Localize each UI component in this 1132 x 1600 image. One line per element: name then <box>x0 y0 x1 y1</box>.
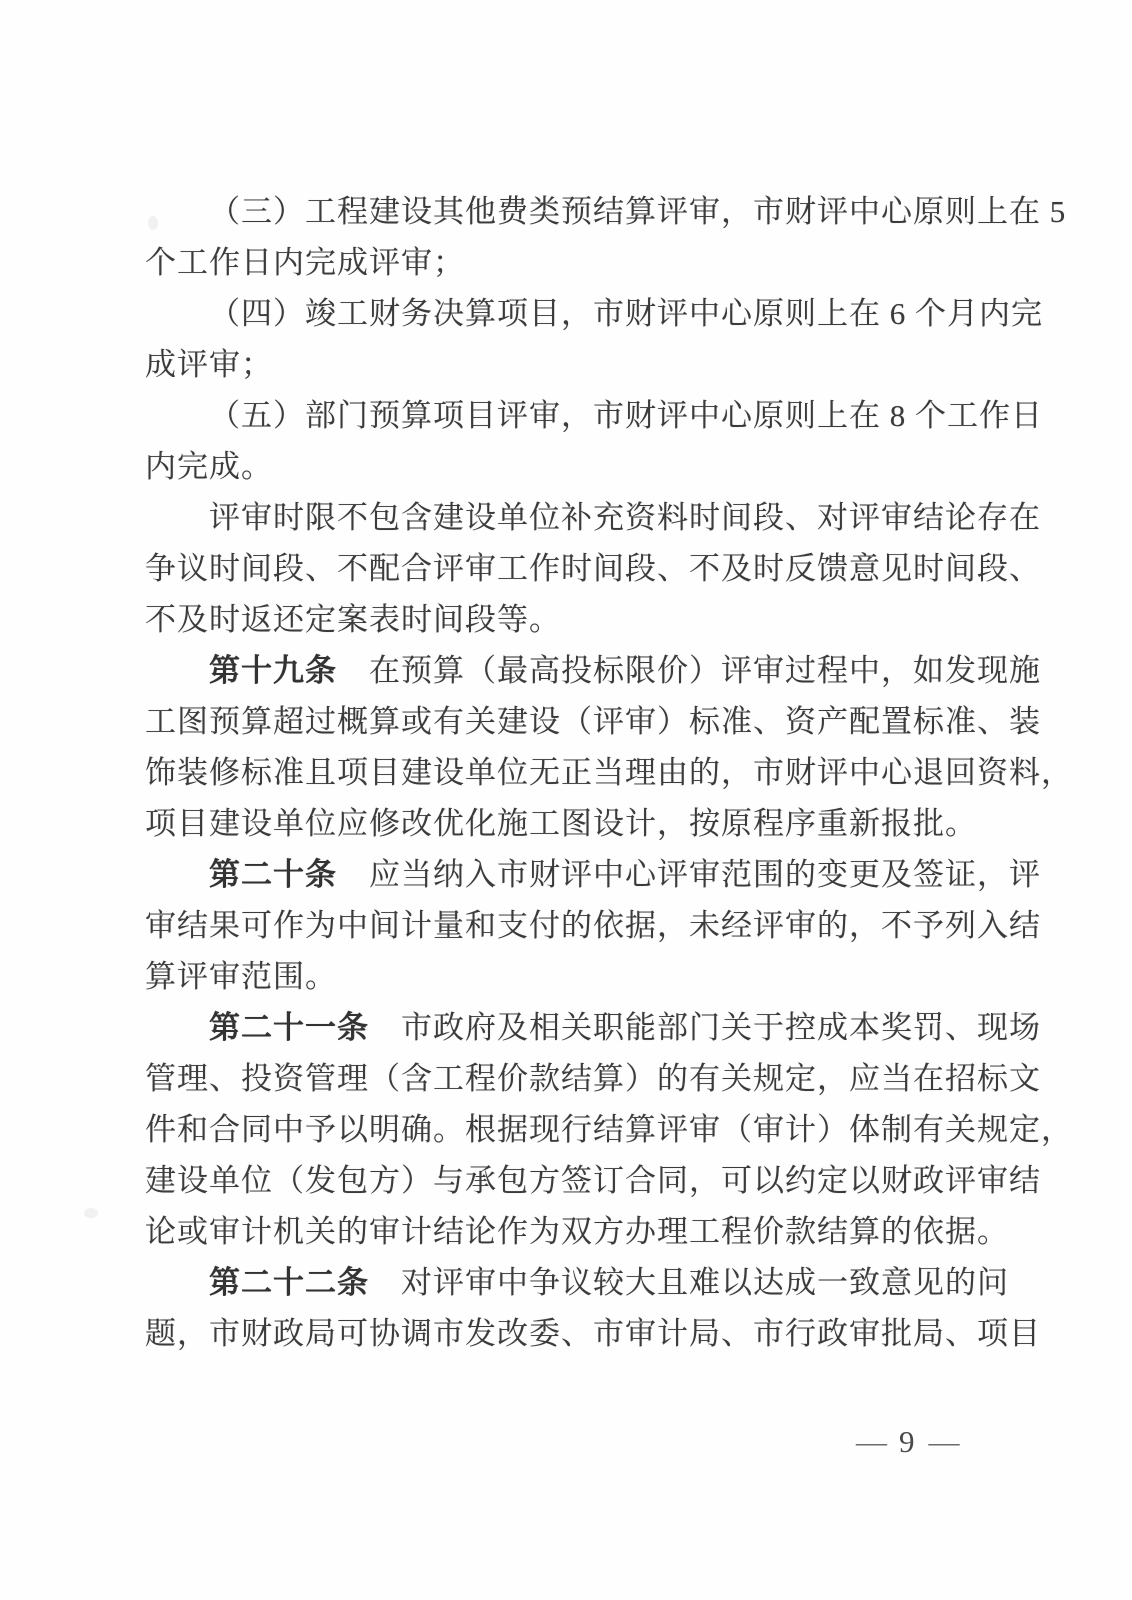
line-text: 应当纳入市财评中心评审范围的变更及签证，评 <box>337 857 1041 892</box>
text-line <box>145 747 1073 798</box>
text-line <box>145 543 1041 594</box>
text-line <box>145 594 973 645</box>
line-text: 在预算（最高投标限价）评审过程中，如发现施 <box>337 653 1041 688</box>
body-text <box>145 186 1073 1359</box>
article-number: 第十九条 <box>209 653 337 688</box>
footer-dash-right: — <box>928 1424 958 1459</box>
line-text: 算评审范围。 <box>145 959 337 994</box>
text-line <box>145 237 973 288</box>
text-line <box>145 1104 1073 1155</box>
line-text: 管理、投资管理（含工程价款结算）的有关规定，应当在招标文 <box>145 1061 1041 1096</box>
line-text: 评审时限不包含建设单位补充资料时间段、对评审结论存在 <box>209 500 1041 535</box>
line-text: 不及时返还定案表时间段等。 <box>145 602 561 637</box>
line-text: （三）工程建设其他费类预结算评审，市财评中心原则上在 5 <box>209 194 1067 229</box>
text-line <box>145 288 1043 339</box>
line-text: 对评审中争议较大且难以达成一致意见的问 <box>369 1265 1009 1300</box>
text-line <box>145 1308 1041 1359</box>
line-text: 争议时间段、不配合评审工作时间段、不及时反馈意见时间段、 <box>145 551 1041 586</box>
footer-dash-left: — <box>856 1424 885 1459</box>
text-line <box>145 339 973 390</box>
line-text: 饰装修标准且项目建设单位无正当理由的，市财评中心退回资料， <box>145 755 1073 790</box>
article-number: 第二十二条 <box>209 1265 369 1300</box>
line-text: 市政府及相关职能部门关于控成本奖罚、现场 <box>369 1010 1041 1045</box>
line-text: 项目建设单位应修改优化施工图设计，按原程序重新报批。 <box>145 806 977 841</box>
line-text: 件和合同中予以明确。根据现行结算评审（审计）体制有关规定， <box>145 1112 1073 1147</box>
line-text: 成评审； <box>145 347 273 382</box>
text-line <box>145 492 1041 543</box>
line-text: 个工作日内完成评审； <box>145 245 465 280</box>
line-text: 题，市财政局可协调市发改委、市审计局、市行政审批局、项目 <box>145 1316 1041 1351</box>
text-line <box>145 1155 1041 1206</box>
line-text: 内完成。 <box>145 449 273 484</box>
scan-smudge <box>84 1208 98 1218</box>
text-line <box>145 390 1043 441</box>
line-text: （五）部门预算项目评审，市财评中心原则上在 8 个工作日 <box>209 398 1043 433</box>
text-line <box>145 1206 1009 1257</box>
text-line <box>145 645 1041 696</box>
line-text: 论或审计机关的审计结论作为双方办理工程价款结算的依据。 <box>145 1214 1009 1249</box>
page-number: 9 <box>899 1424 915 1459</box>
text-line <box>145 798 977 849</box>
text-line <box>145 849 1041 900</box>
article-number: 第二十条 <box>209 857 337 892</box>
text-line <box>145 441 973 492</box>
text-line <box>145 1002 1041 1053</box>
article-number: 第二十一条 <box>209 1010 369 1045</box>
line-text: 审结果可作为中间计量和支付的依据，未经评审的，不予列入结 <box>145 908 1041 943</box>
line-text: 建设单位（发包方）与承包方签订合同，可以约定以财政评审结 <box>145 1163 1041 1198</box>
text-line <box>145 186 1067 237</box>
text-line <box>145 900 1041 951</box>
line-text: 工图预算超过概算或有关建设（评审）标准、资产配置标准、装 <box>145 704 1041 739</box>
page-footer <box>856 1424 958 1460</box>
line-text: （四）竣工财务决算项目，市财评中心原则上在 6 个月内完 <box>209 296 1043 331</box>
text-line <box>145 1053 1041 1104</box>
text-line <box>145 696 1041 747</box>
text-line <box>145 951 973 1002</box>
text-line <box>145 1257 1009 1308</box>
